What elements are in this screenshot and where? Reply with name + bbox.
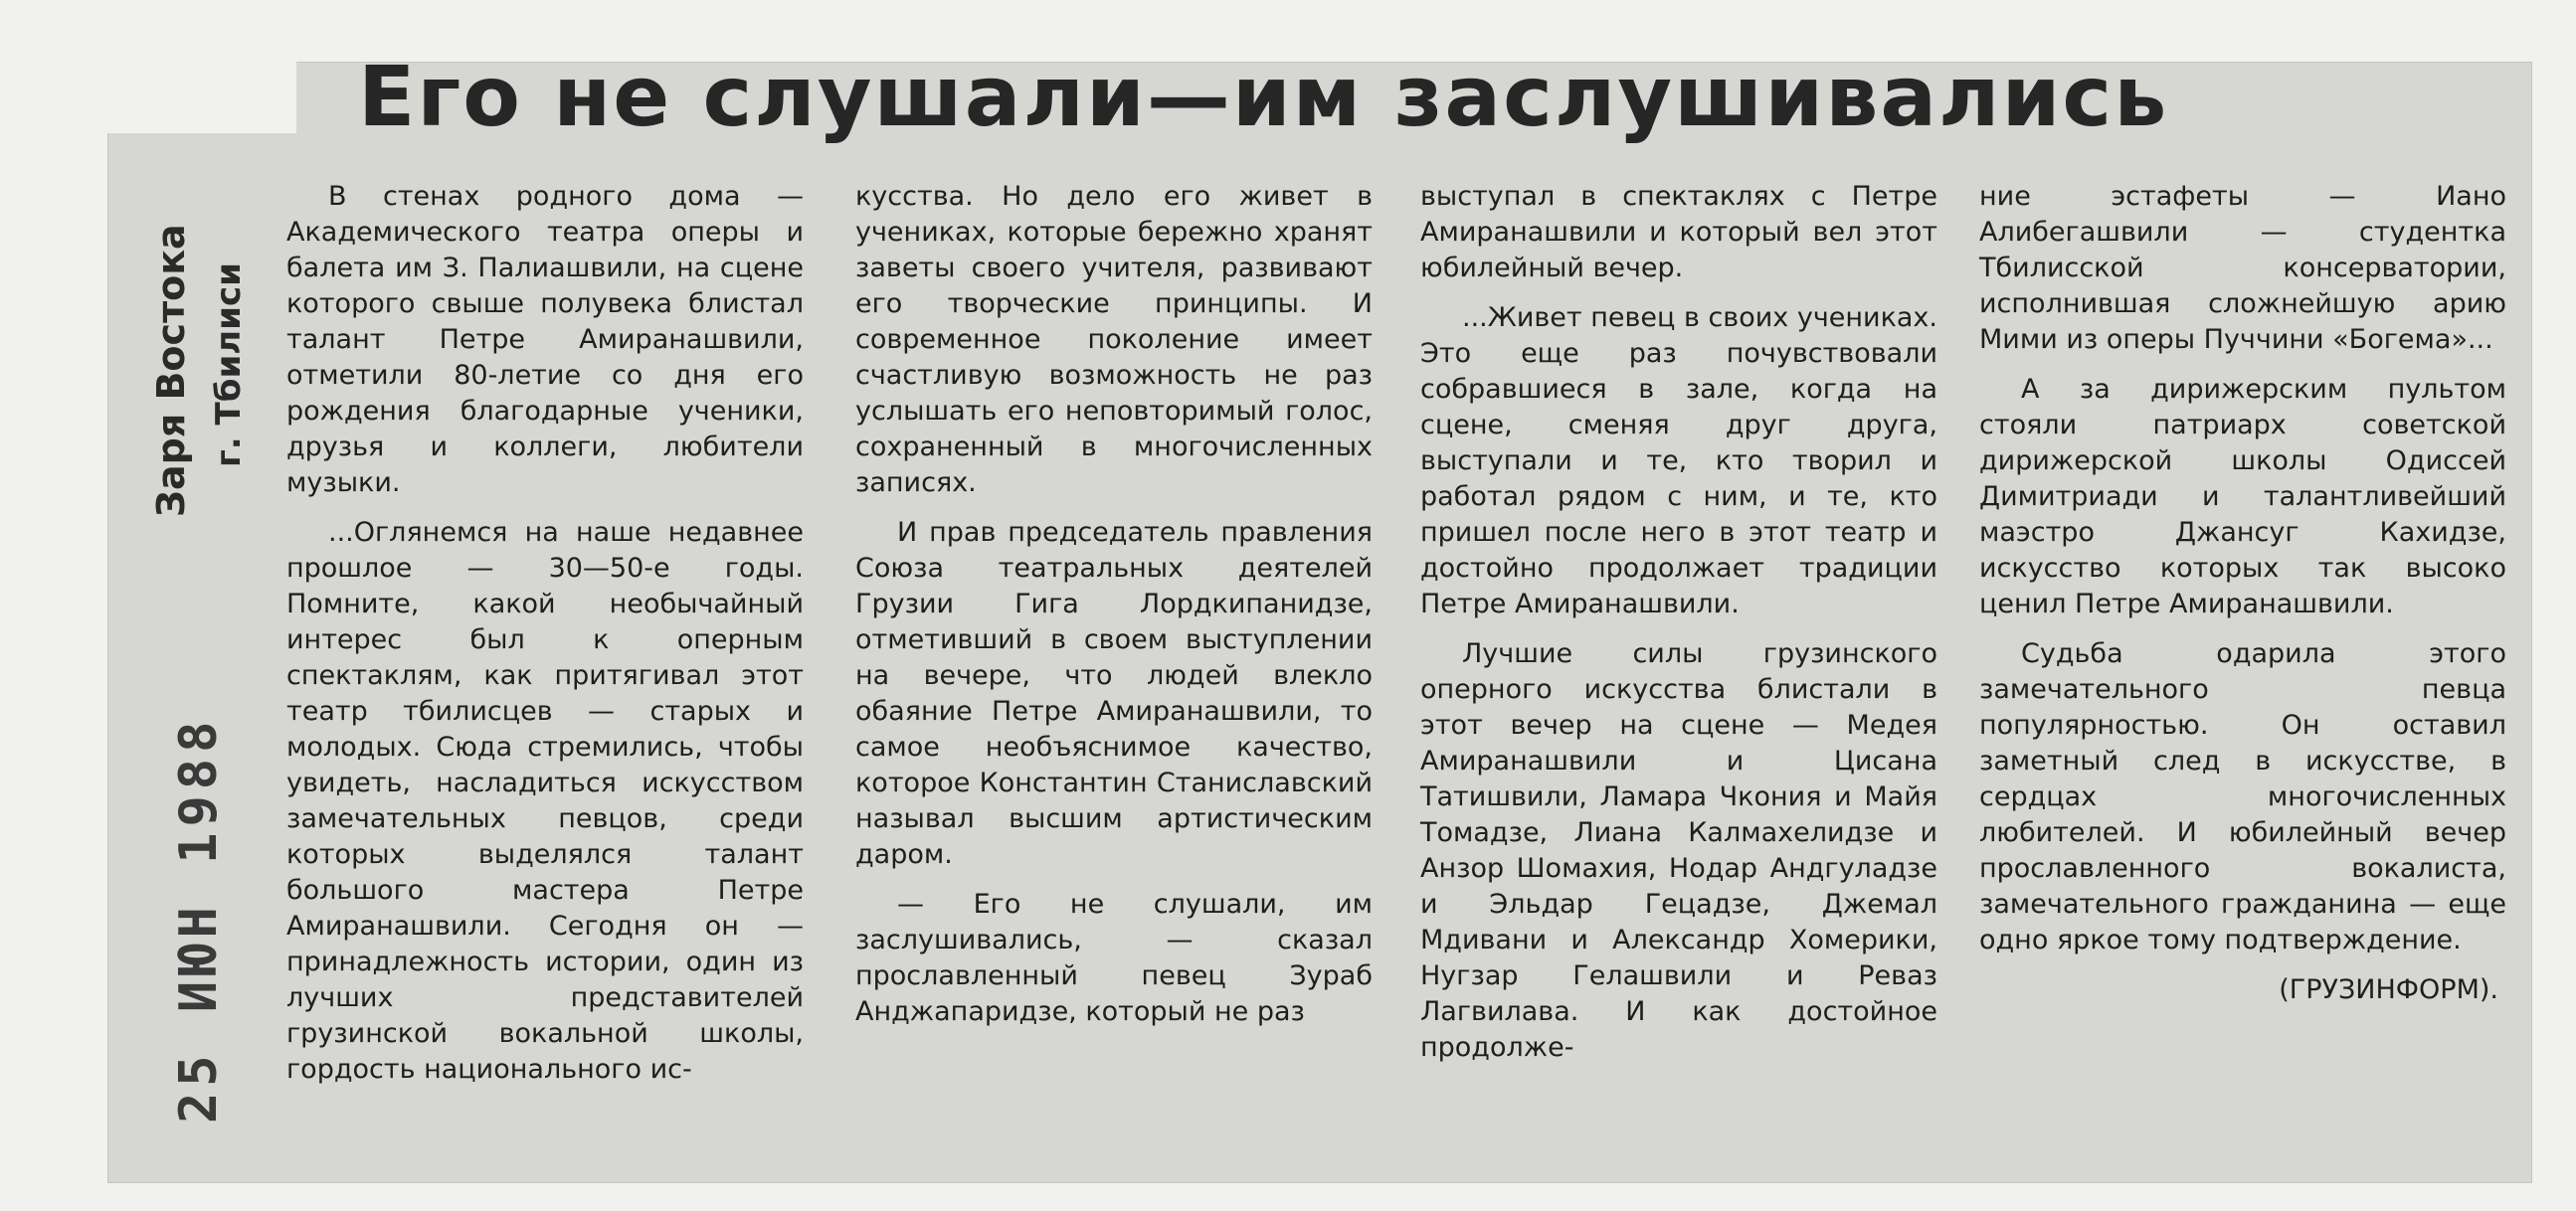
paragraph: И прав председатель правления Союза театральных деятелей Грузии Гига Лордкипанидзе, отметивший в своем выступлении на вечере, что людей влекло обаяние Петре Амиранашвили, то самое необъяснимое качество, которое Константин Станиславский называл высшим артистическим даром. [855,517,1373,870]
news-agency-signature: (ГРУЗИНФОРМ). [2279,974,2498,1005]
article-column-2 [855,179,1373,1030]
publication-stamp [149,139,259,1153]
paragraph: ние эстафеты — Иано Алибегашвили — студентка Тбилисской консерватории, исполнившая сложнейшую арию Мими из оперы Пуччини «Богема»... [1979,181,2506,355]
paragraph: Судьба одарила этого замечательного певца популярностью. Он оставил заметный след в искусстве, в сердцах многочисленных любителей. И юбилейный вечер прославленного вокалиста, замечательного гражданина — еще одно яркое тому подтверждение. [1979,638,2506,955]
paragraph: Лучшие силы грузинского оперного искусства блистали в этот вечер на сцене — Медея Амиранашвили и Цисана Татишвили, Ламара Чкония и Майя Томадзе, Лиана Калмахелидзе и Анзор Шомахия, Нодар Андгуладзе и Эльдар Гецадзе, Джемал Мдивани и Александр Хомерики, Нугзар Гелашвили и Реваз Лагвилава. И как достойное продолже- [1420,638,1937,1063]
paragraph: выступал в спектаклях с Петре Амиранашвили и который вел этот юбилейный вечер. [1420,181,1937,283]
article-headline: Его не слушали—им заслушивались [358,48,2169,145]
paragraph: ...Оглянемся на наше недавнее прошлое — 30—50-е годы. Помните, какой необычайный интерес был к оперным спектаклям, как притягивал этот театр тбилисцев — старых и молодых. Сюда стремились, чтобы увидеть, насладиться искусством замечательных певцов, среди которых выделялся талант большого мастера Петре Амиранашвили. Сегодня он — принадлежность истории, один из лучших представителей грузинской вокальной школы, гордость национального ис- [286,517,804,1085]
article-column-4 [1979,179,2506,1008]
publication-city: г. Тбилиси [209,262,249,467]
paragraph: ...Живет певец в своих учениках. Это еще раз почувствовали собравшиеся в зале, когда на сцене, сменяя друг друга, выступали и те, кто творил и работал рядом с ним, и те, кто пришел после него в этот театр и достойно продолжает традиции Петре Амиранашвили. [1420,302,1937,619]
clipping-torn-corner [107,62,296,133]
date-stamp: 25 ИЮН 1988 [169,715,229,1124]
paragraph: — Его не слушали, им заслушивались, — сказал прославленный певец Зураб Анджапаридзе, который не раз [855,889,1373,1027]
paragraph: А за дирижерским пультом стояли патриарх советской дирижерской школы Одиссей Димитриади и талантливейший маэстро Джансуг Кахидзе, искусство которых так высоко ценил Петре Амиранашвили. [1979,374,2506,619]
paragraph: В стенах родного дома — Академического театра оперы и балета им З. Палиашвили, на сцене которого свыше полувека блистал талант Петре Амиранашвили, отметили 80-летие со дня его рождения благодарные ученики, друзья и коллеги, любители музыки. [286,181,804,498]
article-column-1 [286,179,804,1088]
publication-name: Заря Востока [149,224,193,517]
paragraph: кусства. Но дело его живет в учениках, которые бережно хранят заветы своего учителя, развивают его творческие принципы. И современное поколение имеет счастливую возможность не раз услышать его неповторимый голос, сохраненный в многочисленных записях. [855,181,1373,498]
article-column-3 [1420,179,1937,1066]
